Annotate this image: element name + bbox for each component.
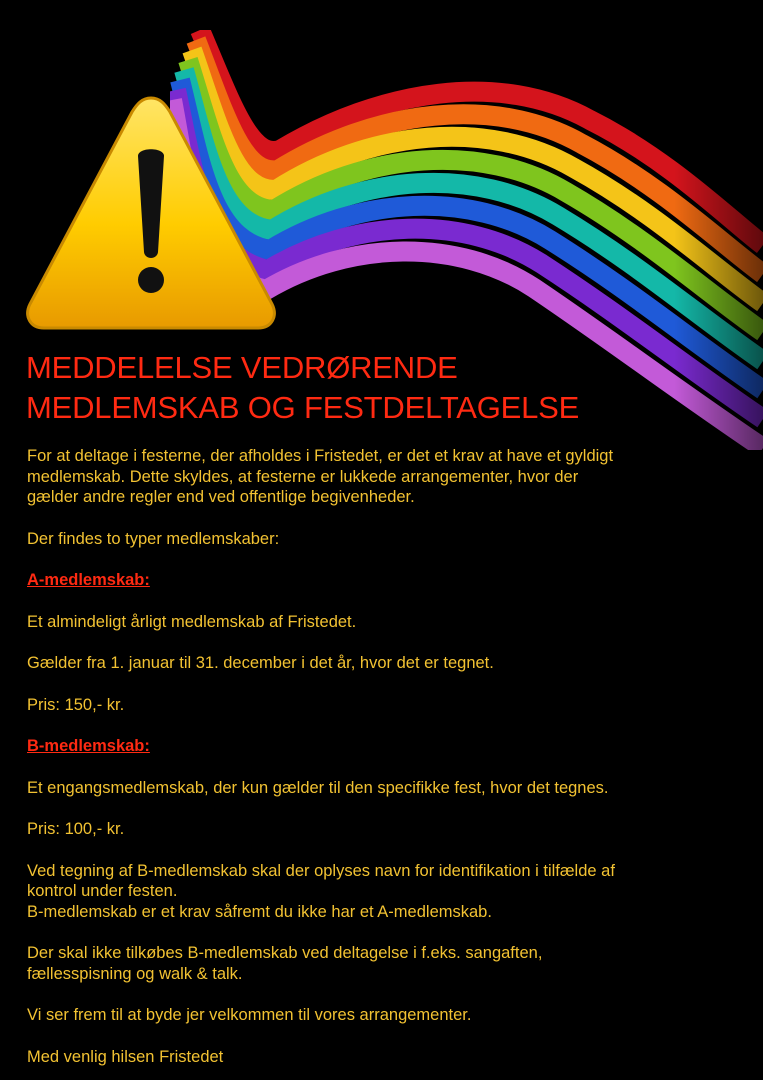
b-membership-exception-line-2: fællesspisning og walk & talk. xyxy=(27,964,243,983)
b-membership-heading: B-medlemskab: xyxy=(27,737,150,755)
a-membership-description: Et almindeligt årligt medlemskab af Fristedet. xyxy=(27,612,357,631)
b-membership-note-line-3: B-medlemskab er et krav såfremt du ikke har et A-medlemskab. xyxy=(27,902,492,921)
a-membership-price: Pris: 150,- kr. xyxy=(27,695,125,714)
a-membership-validity: Gælder fra 1. januar til 31. december i det år, hvor det er tegnet. xyxy=(27,654,494,672)
title-line-2: MEDLEMSKAB OG FESTDELTAGELSE xyxy=(26,390,580,425)
notice-body xyxy=(27,446,727,1067)
b-membership-exception-line-1: Der skal ikke tilkøbes B-medlemskab ved deltagelse i f.eks. sangaften, xyxy=(27,944,543,962)
b-membership-note-line-1: Ved tegning af B-medlemskab skal der oplyses navn for identifikation i tilfælde af xyxy=(27,861,615,880)
intro-line-3: gælder andre regler end ved offentlige begivenheder. xyxy=(27,488,415,506)
page-title xyxy=(26,348,579,428)
b-membership-description: Et engangsmedlemskab, der kun gælder til den specifikke fest, hvor det tegnes. xyxy=(27,778,609,797)
signature: Med venlig hilsen Fristedet xyxy=(27,1047,224,1066)
title-line-1: MEDDELELSE VEDRØRENDE xyxy=(26,350,458,385)
closing-text: Vi ser frem til at byde jer velkommen til vores arrangementer. xyxy=(27,1006,472,1024)
intro-line-1: For at deltage i festerne, der afholdes i Fristedet, er det et krav at have et gyldigt xyxy=(27,447,614,465)
types-intro: Der findes to typer medlemskaber: xyxy=(27,529,280,548)
b-membership-price: Pris: 100,- kr. xyxy=(27,820,125,838)
a-membership-heading: A-medlemskab: xyxy=(27,571,150,589)
b-membership-note-line-2: kontrol under festen. xyxy=(27,882,178,900)
warning-triangle-icon xyxy=(22,92,280,334)
intro-line-2: medlemskab. Dette skyldes, at festerne er lukkede arrangementer, hvor der xyxy=(27,467,579,486)
